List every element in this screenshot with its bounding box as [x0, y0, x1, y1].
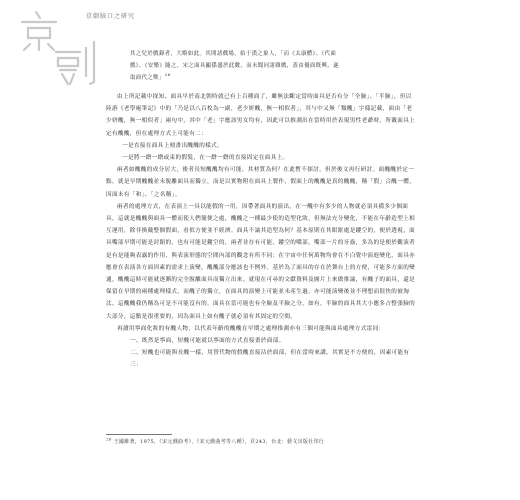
paragraph: 再讀用寧面化妝的有醜人物，以代表年齡的醜醜在早期之處理推測亦有三個可能與面具處理方式雷同： — [117, 325, 385, 332]
quote-line-text: 取面代之歟」 — [130, 75, 165, 81]
paragraph: 由上所記載中探知，面具早於南北朝時就已有上百種面了，雖無法斷定當時面具是否有分「全臉」、「半臉」，但以陸游《老學庵筆記》中的「乃是以八百枚為一副，老少妍醜，無一相似者」，其与中又無「類醜」字樣記載，面由「老少妍醜，無一相似者」兩句中，其中「老」字應該男女均有，因此可以推測出在當時用於表現男性老爺時，所戴面具上定有醜醜，但在處理方式上可能有二： — [106, 94, 416, 137]
block-quote — [130, 48, 390, 84]
quote-line — [130, 72, 390, 84]
running-head: 京劇臉口之研究 — [86, 13, 136, 20]
footnote-number: 26 — [106, 436, 112, 442]
footnote — [106, 438, 426, 446]
body-text — [106, 91, 416, 372]
list-item: 二、短醜也可能與長醜一樣，用替代物的假醜直接沾於面部，但在當時來講，其實是不方便的，因素可能有三： — [130, 350, 410, 369]
paragraph: 兩者的處理方式，在表演上一具以能假的一用，因帶著面具的演出，在一醜中有多少的人物就必須具備多少個面具，這就是醜醜與面具一體而使人們簡便之處，醜醜之一種最少使的造型化妝，但無法充分變化，不能在年齡造型上相互運用，除非換戴整個假面，看似方便並不經濟。面具不論其造型為何？基本原則在其眼眶處是鏤空的，便於透視，面具嘴部早期可能是封閉的，也有可能是鏤空的，兩者並存有可能，鏤空的嘴部，嘴部一片的牙齒，多為的是便於觀演者是有是能夠表露的作用，與表演形態的空間內部的觀念有所不同：在宇宙中任何萬物均會在不白覺中演進變化，面具亦應會在表演各方面因素的需求上演變，醜醜部分應該也不例外。基於為了面具的存在於舞台上的方便，可能多方面的變通，醜醜這時可能就逐漸的完全脫離面具而獨立出來。就現在可尋的文獻資料及圖片上來做推論，有醜子的面具，還是保留在早期的兩種處理樣式，而醜子的獨立，在面具的演變上可能並未產生過，亦可能演變後並不理想而很快的被淘汰，這醜醜我仍稱為可是不可能沒有的。面具在當可能也有全臉及半臉之分，如有，半臉的面具其大小應多占整張臉的大部分，這點是很重要的，因為面具上如有醜子就必須有其固定的空間。 — [106, 203, 416, 320]
footnote-text: 王國維著，1975，《宋元戲曲考》，《宋元戲曲考等八種》，頁243，台北：藝文出版社印行 — [113, 439, 325, 445]
quote-line: 戲》、《安樂》隨之，宋之面具顯係盛於此數，而未聞同諸雜戲，蓋由優面既興，遂 — [130, 63, 339, 69]
list-item: 一、既然是寧面，短醜可能就以寧面的方式直接畫於面部。 — [130, 338, 285, 345]
quote-line: 其之兒於戲錄者，大略如此。其間諸戲場，始于漢之象人，「而《太康體》、《代面 — [130, 51, 337, 57]
footnote-marker: 26 — [164, 72, 171, 78]
paragraph: 兩者如醜醜的成分居大，後者長短醜醜均有可能，其材質為何？在此暫不探討，但於後文再行研討。面醜醜於定一點，就是早期醜醜並未脫離面具而獨立，而是以實物附在面具上製作，假面上的醜醜是真的醜醜，稱「假」合醜一體，因面未有「和」、「之名稱」。 — [106, 167, 416, 198]
footnote-divider — [106, 434, 172, 435]
list-item: 一是直接在面具上刻畫出醜醜的樣式。 — [122, 142, 224, 149]
list-item: 一是將一綹一綹或束的假髮，在一綹一綹的直接固定在面具上。 — [122, 155, 289, 162]
